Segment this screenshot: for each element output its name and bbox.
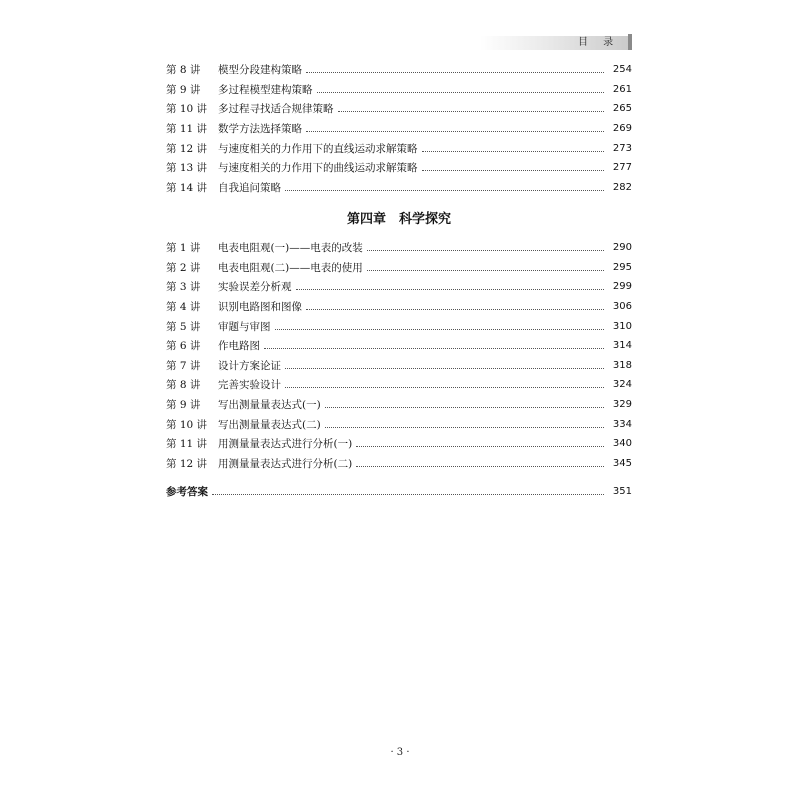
leader-dots [306, 308, 604, 310]
page-ref: 324 [612, 379, 632, 391]
page-number: · 3 · [390, 747, 410, 758]
leader-dots [317, 91, 605, 93]
page-ref: 345 [612, 457, 632, 469]
page-ref: 299 [612, 281, 632, 293]
toc-row [166, 336, 632, 356]
toc-row [166, 258, 632, 278]
toc-row [166, 138, 632, 158]
toc-row [166, 414, 632, 434]
page-ref: 318 [612, 359, 632, 371]
lecture-number: 第 11 讲 [166, 438, 208, 451]
leader-dots [306, 71, 604, 73]
lecture-title: 多过程模型建构策略 [218, 83, 313, 96]
lecture-number: 第 13 讲 [166, 162, 208, 175]
leader-dots [356, 445, 604, 447]
lecture-title: 电表电阻观(二)——电表的使用 [218, 261, 363, 274]
toc-row [166, 395, 632, 415]
lecture-number: 第 11 讲 [166, 123, 208, 136]
toc-row [166, 434, 632, 454]
leader-dots [212, 493, 604, 495]
lecture-number: 第 14 讲 [166, 181, 208, 194]
leader-dots [325, 426, 604, 428]
page-ref: 310 [612, 320, 632, 332]
toc-row [166, 375, 632, 395]
lecture-number: 第 10 讲 [166, 418, 208, 431]
leader-dots [264, 347, 604, 349]
leader-dots [325, 406, 604, 408]
toc-row [166, 356, 632, 376]
lecture-title: 作电路图 [218, 340, 260, 353]
lecture-number: 第 6 讲 [166, 340, 201, 353]
lecture-number: 第 9 讲 [166, 83, 201, 96]
page-ref: 261 [612, 83, 632, 95]
leader-dots [422, 169, 605, 171]
toc-row [166, 238, 632, 258]
lecture-title: 电表电阻观(一)——电表的改装 [218, 242, 363, 255]
toc-row [166, 316, 632, 336]
leader-dots [338, 110, 605, 112]
lecture-title: 与速度相关的力作用下的直线运动求解策略 [218, 142, 418, 155]
toc-top-section [166, 60, 632, 197]
toc-row-answers [166, 482, 632, 502]
toc-row [166, 80, 632, 100]
lecture-number: 第 12 讲 [166, 142, 208, 155]
answers-page: 351 [612, 486, 632, 498]
page-ref: 306 [612, 301, 632, 313]
lecture-title: 完善实验设计 [218, 379, 281, 392]
toc-answers [166, 482, 632, 502]
leader-dots [306, 130, 604, 132]
lecture-title: 写出测量量表达式(一) [218, 399, 321, 412]
lecture-title: 与速度相关的力作用下的曲线运动求解策略 [218, 162, 418, 175]
lecture-number: 第 5 讲 [166, 320, 201, 333]
lecture-title: 数学方法选择策略 [218, 123, 302, 136]
page-ref: 314 [612, 340, 632, 352]
toc-row [166, 297, 632, 317]
leader-dots [356, 465, 604, 467]
lecture-number: 第 1 讲 [166, 242, 201, 255]
answers-title: 参考答案 [166, 486, 208, 499]
page-ref: 269 [612, 123, 632, 135]
leader-dots [285, 189, 604, 191]
lecture-number: 第 2 讲 [166, 261, 201, 274]
lecture-title: 模型分段建构策略 [218, 64, 302, 77]
lecture-title: 设计方案论证 [218, 359, 281, 372]
leader-dots [367, 249, 604, 251]
lecture-title: 识别电路图和图像 [218, 301, 302, 314]
leader-dots [296, 288, 605, 290]
leader-dots [285, 367, 604, 369]
page-ref: 329 [612, 399, 632, 411]
page-ref: 282 [612, 181, 632, 193]
page-ref: 334 [612, 418, 632, 430]
lecture-title: 实验误差分析观 [218, 281, 292, 294]
lecture-title: 用测量量表达式进行分析(二) [218, 457, 353, 470]
toc-row [166, 60, 632, 80]
page-ref: 273 [612, 142, 632, 154]
leader-dots [367, 269, 604, 271]
header-title: 目 录 [578, 37, 620, 48]
leader-dots [422, 150, 605, 152]
toc-row [166, 158, 632, 178]
toc-row [166, 178, 632, 198]
lecture-title: 写出测量量表达式(二) [218, 418, 321, 431]
lecture-title: 多过程寻找适合规律策略 [218, 103, 334, 116]
toc-row [166, 454, 632, 474]
lecture-number: 第 12 讲 [166, 457, 208, 470]
page-ref: 290 [612, 242, 632, 254]
lecture-number: 第 8 讲 [166, 379, 201, 392]
lecture-number: 第 4 讲 [166, 301, 201, 314]
page-ref: 295 [612, 261, 632, 273]
page-ref: 265 [612, 103, 632, 115]
lecture-number: 第 10 讲 [166, 103, 208, 116]
lecture-number: 第 7 讲 [166, 359, 201, 372]
lecture-title: 用测量量表达式进行分析(一) [218, 438, 353, 451]
leader-dots [285, 386, 604, 388]
page-ref: 340 [612, 438, 632, 450]
lecture-title: 自我追问策略 [218, 181, 281, 194]
toc-row [166, 119, 632, 139]
lecture-number: 第 8 讲 [166, 64, 201, 77]
toc-row [166, 277, 632, 297]
toc-chapter4-section [166, 238, 632, 473]
lecture-title: 审题与审图 [218, 320, 271, 333]
header-tab-marker [628, 34, 632, 50]
page-ref: 254 [612, 64, 632, 76]
leader-dots [275, 328, 605, 330]
toc-row [166, 99, 632, 119]
lecture-number: 第 9 讲 [166, 399, 201, 412]
chapter-heading: 第四章 科学探究 [346, 212, 451, 227]
page-ref: 277 [612, 162, 632, 174]
lecture-number: 第 3 讲 [166, 281, 201, 294]
